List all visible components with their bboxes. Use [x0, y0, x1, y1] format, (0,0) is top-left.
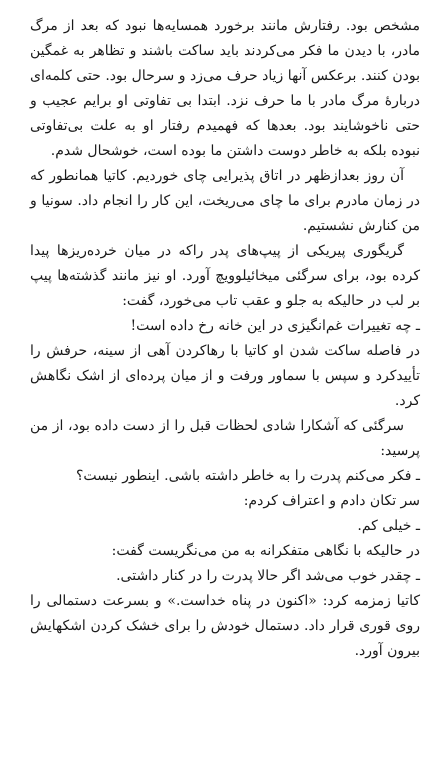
- paragraph-4: در فاصله ساکت شدن او کاتیا با رهاکردن آهی از سینه، حرفش را تأییدکرد و سپس با سماور ورفت و از میان پرده‌ای از اشک نگاهش کرد.: [30, 343, 420, 409]
- paragraph-2: آن روز بعدازظهر در اتاق پذیرایی چای خوردیم. کاتیا همانطور که در زمان مادرم برای ما چای می‌ریخت، این کار را انجام داد. سونیا و من کنارش نشستیم.: [30, 168, 420, 234]
- dialogue-line-2: ـ فکر می‌کنم پدرت را به خاطر داشته باشی. اینطور نیست؟: [75, 468, 420, 484]
- book-page: [30, 14, 420, 766]
- paragraph-7: در حالیکه با نگاهی متفکرانه به من می‌نگریست گفت:: [111, 543, 420, 559]
- paragraph-1: مشخص بود. رفتارش مانند برخورد همسایه‌ها نبود که بعد از مرگ مادر، با دیدن ما فکر می‌کردند باید ساکت باشند و تظاهر به غمگین بودن کنند. برعکس آنها زیاد حرف می‌زد و سرحال بود. حتی کلمه‌ای دربارهٔ مرگ مادر با ما حرف نزد. ابتدا بی تفاوتی او برایم عجیب و حتی ناخوشایند بود. بعدها که فهمیدم رفتار او به علت بی‌تفاوتی نبوده بلکه به خاطر دوست داشتن ما بوده است، خوشحال شدم.: [30, 18, 420, 159]
- dialogue-line-1: ـ چه تغییرات غم‌انگیزی در این خانه رخ داده است!: [130, 318, 420, 334]
- paragraph-8: کاتیا زمزمه کرد: «اکنون در پناه خداست.» و بسرعت دستمالی را روی قوری قرار داد. دستمال خودش را برای خشک کردن اشکهایش بیرون آورد.: [30, 593, 420, 659]
- dialogue-line-3: ـ خیلی کم.: [357, 518, 420, 534]
- paragraph-3: گریگوری پیریکی از پیپ‌های پدر راکه در میان خرده‌ریزها پیدا کرده بود، برای سرگئی میخائیلوویچ آورد. او نیز مانند گذشته‌ها پیپ بر لب در حالیکه به جلو و عقب تاب می‌خورد، گفت:: [30, 243, 420, 309]
- paragraph-5: سرگئی که آشکارا شادی لحظات قبل را از دست داده بود، از من پرسید:: [30, 418, 420, 459]
- dialogue-line-4: ـ چقدر خوب می‌شد اگر حالا پدرت را در کنار داشتی.: [116, 568, 420, 584]
- paragraph-6: سر تکان دادم و اعتراف کردم:: [243, 493, 420, 509]
